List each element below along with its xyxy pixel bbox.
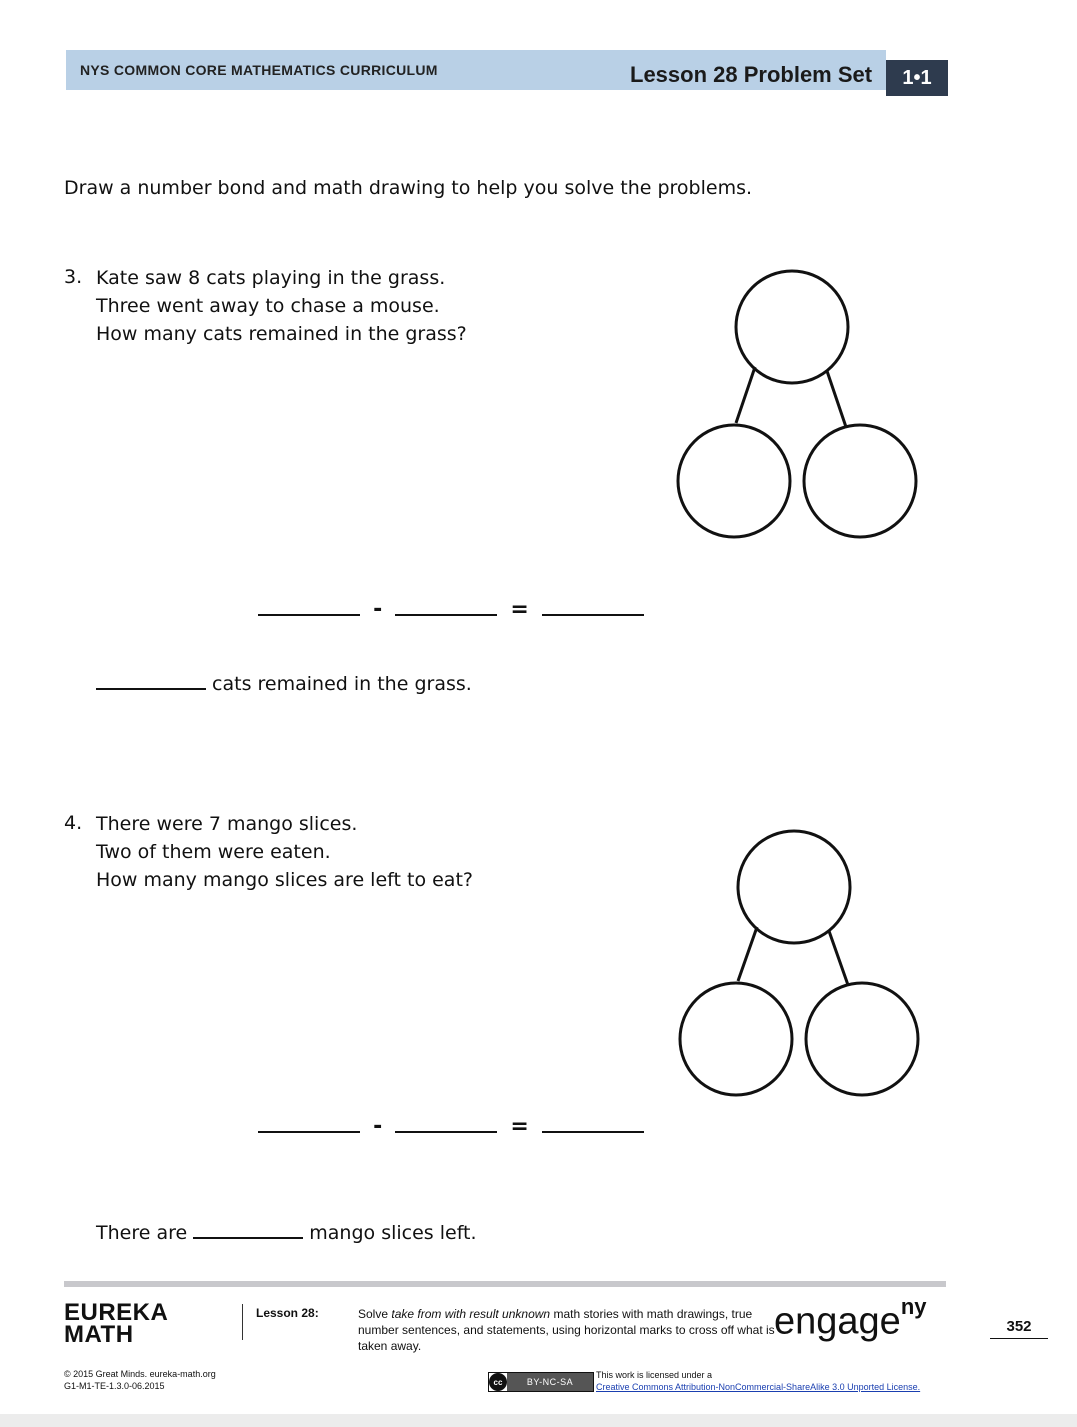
problem-3-text: [96, 264, 467, 348]
engage-text: engage: [774, 1300, 901, 1343]
problem-4-blank-2[interactable]: [395, 1111, 497, 1133]
number-bond-4-line-right: [829, 931, 848, 985]
number-bond-3-whole[interactable]: [736, 271, 848, 383]
equals-sign: =: [510, 597, 529, 622]
desc-part-1: Solve: [358, 1307, 392, 1321]
problem-3-blank-3[interactable]: [542, 594, 644, 616]
problem-3-answer-text: cats remained in the grass.: [212, 673, 472, 695]
problem-3-answer-sentence: [96, 668, 472, 695]
problem-3-answer-blank[interactable]: [96, 668, 206, 690]
instructions: Draw a number bond and math drawing to help you solve the problems.: [64, 177, 753, 199]
number-bond-4-part-right[interactable]: [806, 983, 918, 1095]
problem-4-answer-text: mango slices left.: [309, 1222, 477, 1244]
number-bond-3-part-left[interactable]: [678, 425, 790, 537]
minus-sign: -: [373, 597, 383, 622]
number-bond-4-line-left: [738, 927, 757, 981]
lesson-title: Lesson 28 Problem Set: [630, 62, 873, 87]
footer-lesson-label: Lesson 28:: [256, 1306, 319, 1320]
license-notice: [596, 1369, 920, 1393]
equals-sign: =: [510, 1114, 529, 1139]
engage-sup: ny: [900, 1294, 927, 1319]
footer-divider: [242, 1304, 243, 1340]
minus-sign: -: [373, 1114, 383, 1139]
logo-line-1: EUREKA: [64, 1299, 169, 1326]
problem-4-blank-1[interactable]: [258, 1111, 360, 1133]
number-bond-3-line-left: [736, 367, 755, 423]
problem-4-answer-sentence: [96, 1217, 477, 1244]
license-line-1: This work is licensed under a: [596, 1370, 713, 1380]
engageny-logo: [774, 1294, 927, 1344]
problem-4-answer-prefix: There are: [96, 1222, 188, 1244]
problem-4-line-3: How many mango slices are left to eat?: [96, 869, 473, 891]
copyright-line-2: G1-M1-TE-1.3.0-06.2015: [64, 1381, 165, 1391]
number-bond-3-part-right[interactable]: [804, 425, 916, 537]
footer-lesson-description: [358, 1306, 778, 1354]
number-bond-3[interactable]: [670, 265, 930, 545]
footer-rule: [64, 1281, 946, 1287]
problem-4-number-sentence: [258, 1111, 644, 1139]
number-bond-4-part-left[interactable]: [680, 983, 792, 1095]
curriculum-title: NYS COMMON CORE MATHEMATICS CURRICULUM: [80, 62, 438, 78]
problem-3-line-1: Kate saw 8 cats playing in the grass.: [96, 267, 446, 289]
problem-3-blank-1[interactable]: [258, 594, 360, 616]
problem-3-blank-2[interactable]: [395, 594, 497, 616]
module-badge: 1•1: [886, 60, 948, 96]
logo-line-2: MATH: [64, 1321, 134, 1348]
problem-3-number-sentence: [258, 594, 644, 622]
copyright: [64, 1368, 216, 1392]
problem-4-line-1: There were 7 mango slices.: [96, 813, 358, 835]
bottom-strip: [0, 1414, 1077, 1427]
page-number: 352: [990, 1318, 1048, 1339]
cc-icon: cc: [489, 1373, 507, 1391]
cc-license-badge: [488, 1372, 594, 1392]
problem-3-line-3: How many cats remained in the grass?: [96, 323, 467, 345]
problem-4-number: 4.: [64, 812, 83, 834]
problem-4-blank-3[interactable]: [542, 1111, 644, 1133]
number-bond-3-line-right: [827, 371, 846, 427]
problem-4-line-2: Two of them were eaten.: [96, 841, 331, 863]
cc-badge-text: BY-NC-SA: [507, 1373, 593, 1391]
eureka-math-logo: [64, 1299, 169, 1348]
problem-3-number: 3.: [64, 266, 83, 288]
problem-4-text: [96, 810, 473, 894]
number-bond-4[interactable]: [672, 825, 932, 1105]
desc-part-2: math stories with math drawings, true number sentences, and statements, using horizontal marks to cross off what is taken away.: [358, 1307, 775, 1353]
problem-4-answer-blank[interactable]: [193, 1217, 303, 1239]
problem-3-line-2: Three went away to chase a mouse.: [96, 295, 440, 317]
copyright-line-1: © 2015 Great Minds. eureka-math.org: [64, 1369, 216, 1379]
desc-italic: take from with result unknown: [391, 1307, 551, 1321]
number-bond-4-whole[interactable]: [738, 831, 850, 943]
license-link[interactable]: Creative Commons Attribution-NonCommercial-ShareAlike 3.0 Unported License.: [596, 1382, 921, 1392]
